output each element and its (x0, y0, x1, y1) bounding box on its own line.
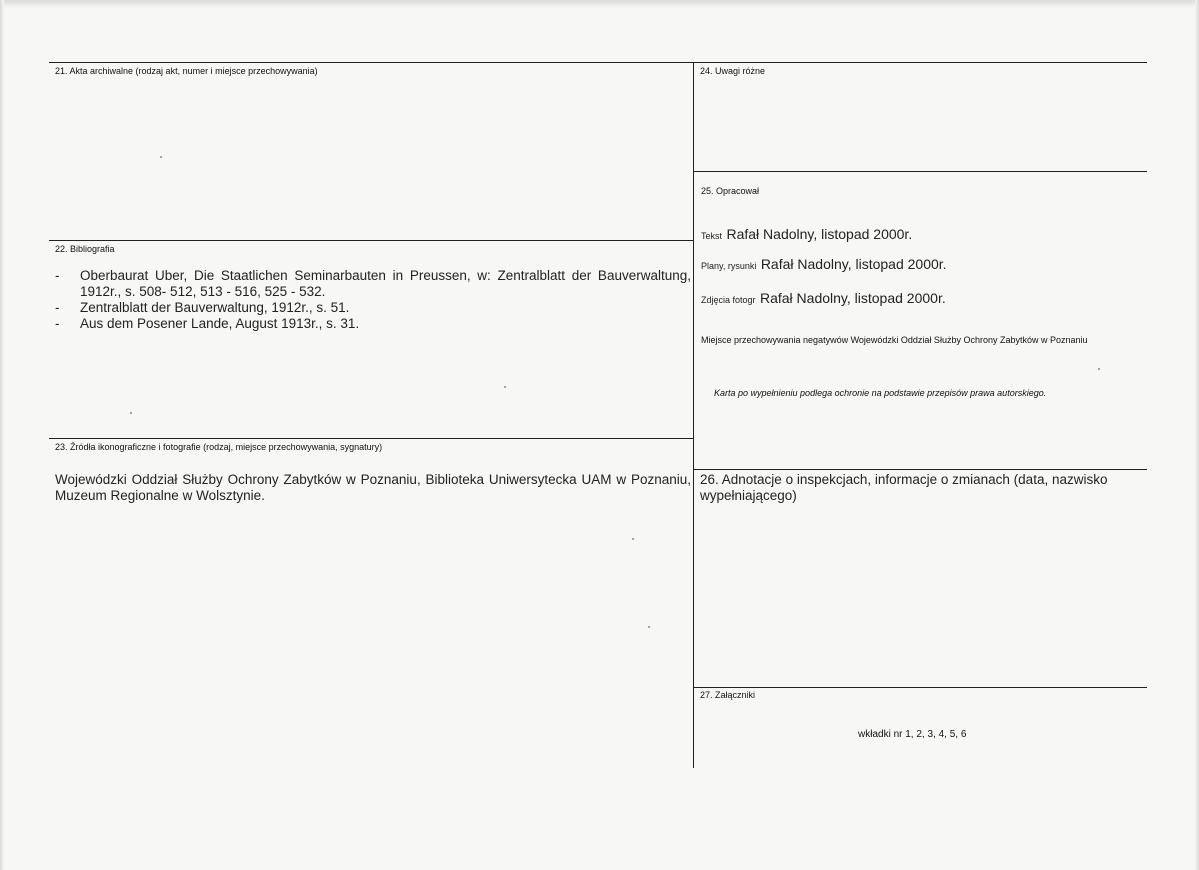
scan-edge-right (1195, 0, 1199, 870)
photos-author-value: Rafał Nadolny, listopad 2000r. (759, 290, 946, 306)
bibliography-item: - Zentralblatt der Bauverwaltung, 1912r., s. 51. (55, 300, 350, 315)
divider-21-22 (49, 240, 694, 241)
section-27-label: 27. Załączniki (700, 690, 756, 700)
scan-speck (160, 156, 162, 158)
section-24-label: 24. Uwagi różne (700, 66, 766, 76)
attachments-text: wkładki nr 1, 2, 3, 4, 5, 6 (858, 729, 967, 740)
plans-author-row (701, 256, 947, 274)
copyright-notice: Karta po wypełnieniu podlega ochronie na podstawie przepisów prawa autorskiego. (714, 388, 1047, 398)
section-21-label: 21. Akta archiwalne (rodzaj akt, numer i miejsce przechowywania) (55, 66, 318, 76)
photos-author-row (701, 290, 946, 308)
section-26-label: 26. Adnotacje o inspekcjach, informacje o zmianach (data, nazwisko wypełniającego) (700, 472, 1108, 503)
divider-26-27 (693, 687, 1147, 688)
scan-edge-top (0, 0, 1199, 8)
scan-speck (504, 386, 506, 388)
divider-24-25 (693, 171, 1147, 172)
top-border-line (49, 62, 1147, 63)
plans-author-label: Plany, rysunki (701, 261, 757, 271)
section-22-label: 22. Bibliografia (55, 244, 115, 254)
scan-edge-left (0, 0, 4, 870)
center-divider-line (693, 62, 694, 768)
bibliography-list (55, 268, 691, 332)
section-25-label: 25. Opracował (701, 186, 760, 196)
scan-speck (648, 626, 650, 628)
bibliography-item: - Aus dem Posener Lande, August 1913r., s. 31. (55, 316, 360, 331)
text-author-value: Rafał Nadolny, listopad 2000r. (726, 226, 913, 242)
section-23-text: Wojewódzki Oddział Służby Ochrony Zabytków w Poznaniu, Biblioteka Uniwersytecka UAM w Poznaniu, Muzeum Regionalne w Wolsztynie. (55, 472, 691, 503)
text-author-row (701, 226, 912, 244)
divider-22-23 (49, 438, 694, 439)
photos-author-label: Zdjęcia fotogr (701, 295, 756, 305)
plans-author-value: Rafał Nadolny, listopad 2000r. (760, 256, 947, 272)
section-23-label: 23. Źródła ikonograficzne i fotografie (rodzaj, miejsce przechowywania, sygnatury) (55, 442, 383, 452)
scan-speck (130, 412, 132, 414)
scan-speck (632, 538, 634, 540)
divider-25-26 (693, 469, 1147, 470)
scan-speck (1098, 368, 1100, 370)
text-author-label: Tekst (701, 231, 723, 241)
negatives-location: Miejsce przechowywania negatywów Wojewódzki Oddział Służby Ochrony Zabytków w Poznaniu (701, 335, 1088, 345)
bibliography-item: - Oberbaurat Uber, Die Staatlichen Seminarbauten in Preussen, w: Zentralblatt der Bauverwaltung, 1912r., s. 508- 512, 513 - 516, 525 - 532. (55, 268, 691, 299)
